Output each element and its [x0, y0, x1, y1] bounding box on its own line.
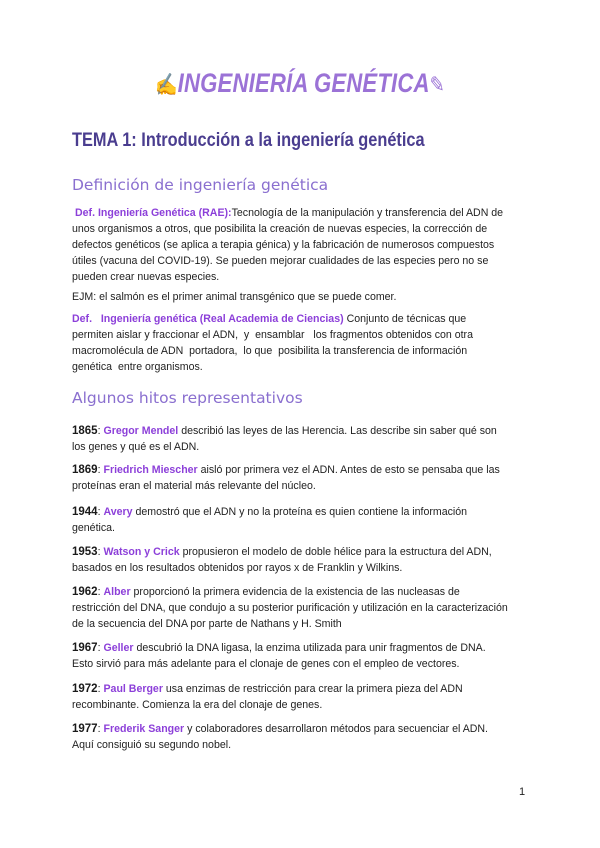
pencil-icon: ✎	[429, 72, 445, 97]
milestone-item: 1944: Avery demostró que el ADN y no la proteína es quien contiene la información genética.	[72, 506, 468, 534]
milestone-person: Watson y Crick	[103, 546, 180, 558]
milestone-person: Alber	[103, 586, 131, 598]
definition-rac: Def. Ingeniería genética (Real Academia de Ciencias) Conjunto de técnicas que permiten aislar y fraccionar el ADN, y ensamblar los fragmentos obtenidos con otra macromolécula de ADN portadora, lo que posibilita la transferencia de información genética entre organismos.	[72, 313, 473, 373]
milestone-item: 1953: Watson y Crick propusieron el modelo de doble hélice para la estructura del ADN, basados en los resultados obtenidos por rayos x de Franklin y Wilkins.	[72, 546, 492, 574]
milestone-item: 1869: Friedrich Miescher aisló por primera vez el ADN. Antes de esto se pensaba que las proteínas eran el material más relevante del núcleo.	[72, 464, 500, 492]
milestone-person: Friedrich Miescher	[103, 464, 198, 476]
definition-rac-label: Def. Ingeniería genética (Real Academia de Ciencias)	[72, 313, 344, 325]
document-title	[54, 68, 546, 99]
page-number: 1	[519, 786, 526, 798]
milestone-person: Gregor Mendel	[103, 425, 179, 437]
definition-rae: Def. Ingeniería Genética (RAE):Tecnología de la manipulación y transferencia del ADN de unos organismos a otros, que posibilita la creación de nuevas especies, la corrección de defectos genéticos (se aplica a terapia génica) y la fabricación de numerosos compuestos útiles (vacuna del COVID-19). Se pueden mejorar cualidades de las especies pero no se pueden crear nuevas especies.	[72, 207, 504, 283]
milestone-item: 1977: Frederik Sanger y colaboradores desarrollaron métodos para secuenciar el ADN. Aquí consiguió su segundo nobel.	[72, 723, 489, 751]
milestone-person: Geller	[103, 642, 134, 654]
topic-heading: TEMA 1: Introducción a la ingeniería genética	[72, 130, 425, 151]
milestone-person: Frederik Sanger	[103, 723, 185, 735]
milestone-person: Paul Berger	[103, 683, 163, 695]
quill-icon: ✍	[155, 72, 178, 97]
section-heading-definicion: Definición de ingeniería genética	[72, 176, 329, 194]
milestone-item: 1962: Alber proporcionó la primera evidencia de la existencia de las nucleasas de restricción del DNA, que condujo a su posterior purificación y utilización en la caracterización de la secuencia del DNA por parte de Nathans y H. Smith	[72, 586, 508, 630]
milestone-item: 1865: Gregor Mendel describió las leyes de las Herencia. Las describe sin saber qué son los genes y qué es el ADN.	[72, 425, 497, 453]
milestone-person: Avery	[103, 506, 133, 518]
example-line: EJM: el salmón es el primer animal transgénico que se puede comer.	[72, 291, 397, 303]
milestone-item: 1972: Paul Berger usa enzimas de restricción para crear la primera pieza del ADN recombinante. Comienza la era del clonaje de genes.	[72, 683, 463, 711]
document-title-text: INGENIERÍA GENÉTICA	[177, 68, 430, 98]
definition-rae-label: Def. Ingeniería Genética (RAE):	[75, 207, 232, 219]
milestone-item: 1967: Geller descubrió la DNA ligasa, la enzima utilizada para unir fragmentos de DNA. Esto sirvió para más adelante para el clonaje de genes con el empleo de vectores.	[72, 642, 486, 670]
section-heading-hitos: Algunos hitos representativos	[72, 389, 303, 407]
